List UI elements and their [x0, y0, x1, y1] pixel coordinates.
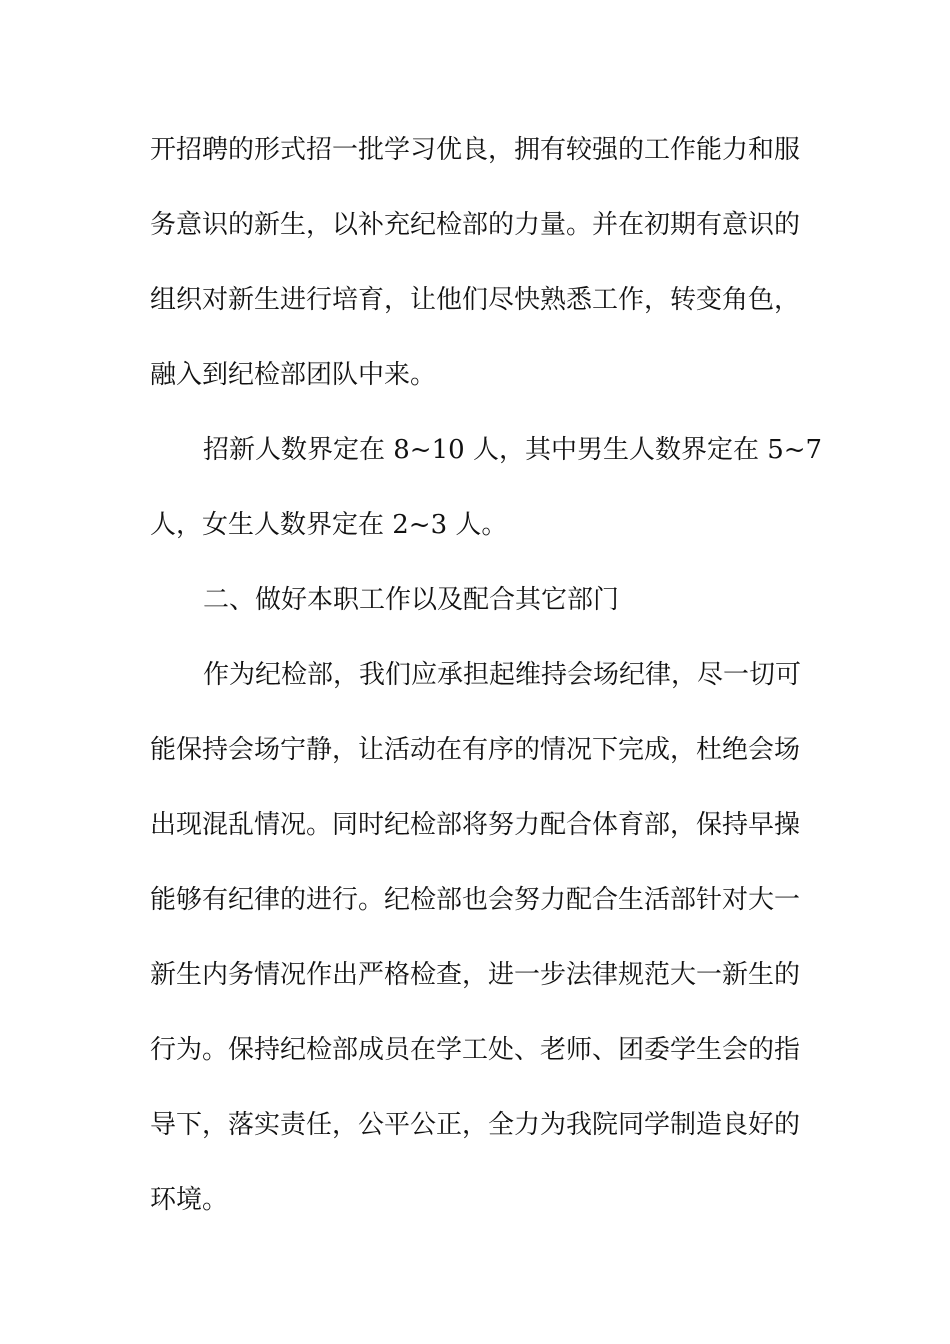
- body-text-line: 环境。: [150, 1185, 229, 1215]
- paragraph-first-line: 招新人数界定在 8~10 人，其中男生人数界定在 5~7: [203, 435, 823, 465]
- body-text-line: 人，女生人数界定在 2~3 人。: [150, 510, 508, 540]
- body-text-line: 出现混乱情况。同时纪检部将努力配合体育部，保持早操: [150, 810, 801, 840]
- body-text-line: 行为。保持纪检部成员在学工处、老师、团委学生会的指: [150, 1035, 801, 1065]
- body-text-line: 务意识的新生，以补充纪检部的力量。并在初期有意识的: [150, 210, 801, 240]
- paragraph-first-line: 作为纪检部，我们应承担起维持会场纪律，尽一切可: [203, 660, 802, 690]
- body-text-line: 能保持会场宁静，让活动在有序的情况下完成，杜绝会场: [150, 735, 801, 765]
- body-text-line: 融入到纪检部团队中来。: [150, 360, 437, 390]
- section-heading: 二、做好本职工作以及配合其它部门: [203, 585, 620, 615]
- body-text-line: 导下，落实责任，公平公正，全力为我院同学制造良好的: [150, 1110, 801, 1140]
- body-text-line: 新生内务情况作出严格检查，进一步法律规范大一新生的: [150, 960, 801, 990]
- body-text-line: 开招聘的形式招一批学习优良，拥有较强的工作能力和服: [150, 135, 801, 165]
- body-text-line: 组织对新生进行培育，让他们尽快熟悉工作，转变角色，: [150, 285, 801, 315]
- body-text-line: 能够有纪律的进行。纪检部也会努力配合生活部针对大一: [150, 885, 801, 915]
